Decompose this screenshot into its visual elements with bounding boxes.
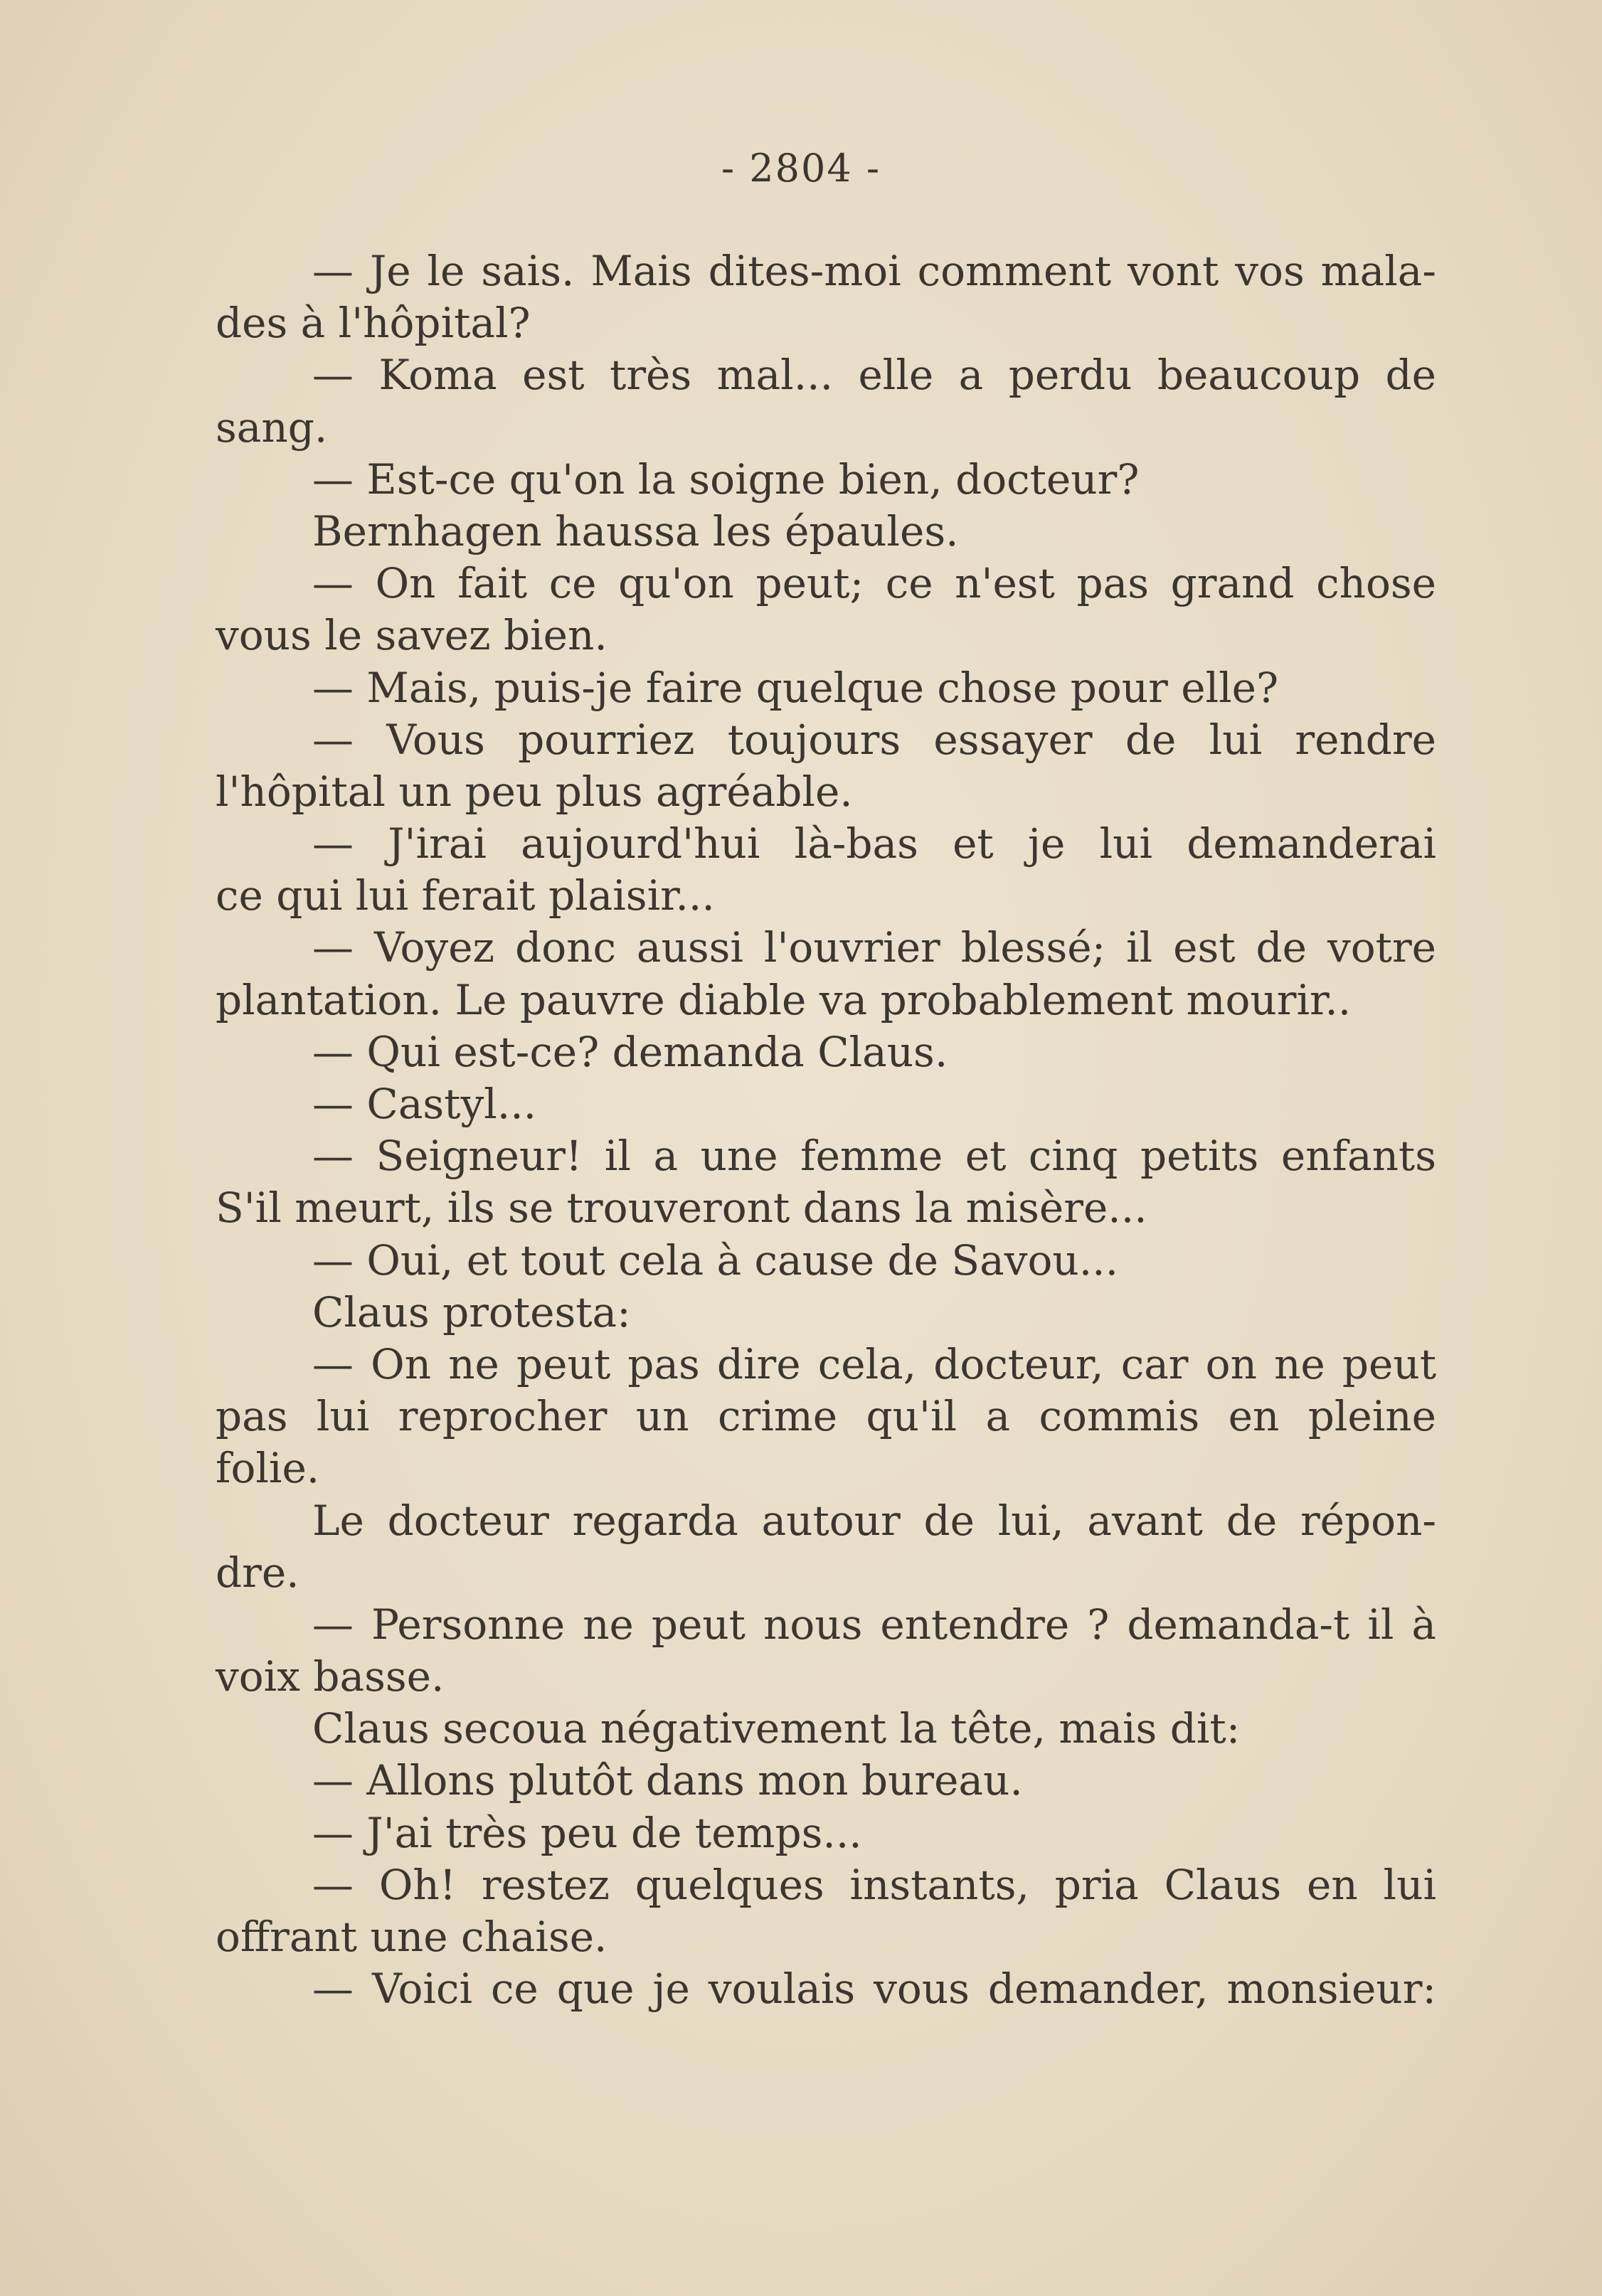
text-line: Claus secoua négativement la tête, mais dit: (312, 1704, 1241, 1753)
text-line: — Voyez donc aussi l'ouvrier blessé; il est de votre (312, 923, 1436, 972)
text-line: — Voici ce que je voulais vous demander, monsieur: (312, 1965, 1436, 2014)
text-line: offrant une chaise. (216, 1913, 608, 1961)
text-line: — On fait ce qu'on peut; ce n'est pas grand chose (312, 559, 1436, 608)
text-line: — J'irai aujourd'hui là-bas et je lui demanderai (312, 819, 1436, 868)
text-line: dre. (216, 1548, 299, 1597)
text-line: — Castyl... (312, 1080, 537, 1128)
text-line: Bernhagen haussa les épaules. (312, 506, 959, 556)
text-line: S'il meurt, ils se trouveront dans la misère... (216, 1184, 1147, 1233)
text-line: voix basse. (216, 1652, 445, 1701)
text-line: — On ne peut pas dire cela, docteur, car on ne peut (312, 1339, 1436, 1388)
text-line: — Allons plutôt dans mon bureau. (312, 1756, 1023, 1805)
text-line: Le docteur regarda autour de lui, avant de répon- (312, 1496, 1436, 1545)
text-line: plantation. Le pauvre diable va probablement mourir.. (216, 975, 1352, 1024)
page-number: - 2804 - (721, 146, 881, 191)
text-line: — Est-ce qu'on la soigne bien, docteur? (312, 455, 1140, 504)
text-line: — Seigneur! il a une femme et cinq petits enfants (312, 1132, 1436, 1181)
text-line: ce qui lui ferait plaisir... (216, 871, 715, 920)
text-line: — Oui, et tout cela à cause de Savou... (312, 1235, 1119, 1285)
text-line: folie. (216, 1444, 320, 1493)
text-line: — Oh! restez quelques instants, pria Claus en lui (312, 1860, 1436, 1909)
text-line: des à l'hôpital? (216, 299, 531, 348)
text-line: — Personne ne peut nous entendre ? demanda-t il à (312, 1600, 1436, 1649)
text-line: l'hôpital un peu plus agréable. (216, 767, 853, 816)
text-line: — Vous pourriez toujours essayer de lui rendre (312, 715, 1436, 764)
text-line: — J'ai très peu de temps... (312, 1808, 862, 1857)
text-line: — Koma est très mal... elle a perdu beaucoup de (312, 351, 1436, 400)
text-line: pas lui reprocher un crime qu'il a commis en pleine (216, 1392, 1436, 1441)
text-line: sang. (216, 403, 328, 452)
text-line: Claus protesta: (312, 1287, 631, 1336)
text-line: — Je le sais. Mais dites-moi comment vont vos mala- (312, 247, 1436, 295)
text-line: — Mais, puis-je faire quelque chose pour elle? (312, 663, 1279, 712)
text-line: vous le savez bien. (216, 611, 608, 660)
text-line: — Qui est-ce? demanda Claus. (312, 1027, 948, 1076)
body-text (216, 245, 1436, 2015)
